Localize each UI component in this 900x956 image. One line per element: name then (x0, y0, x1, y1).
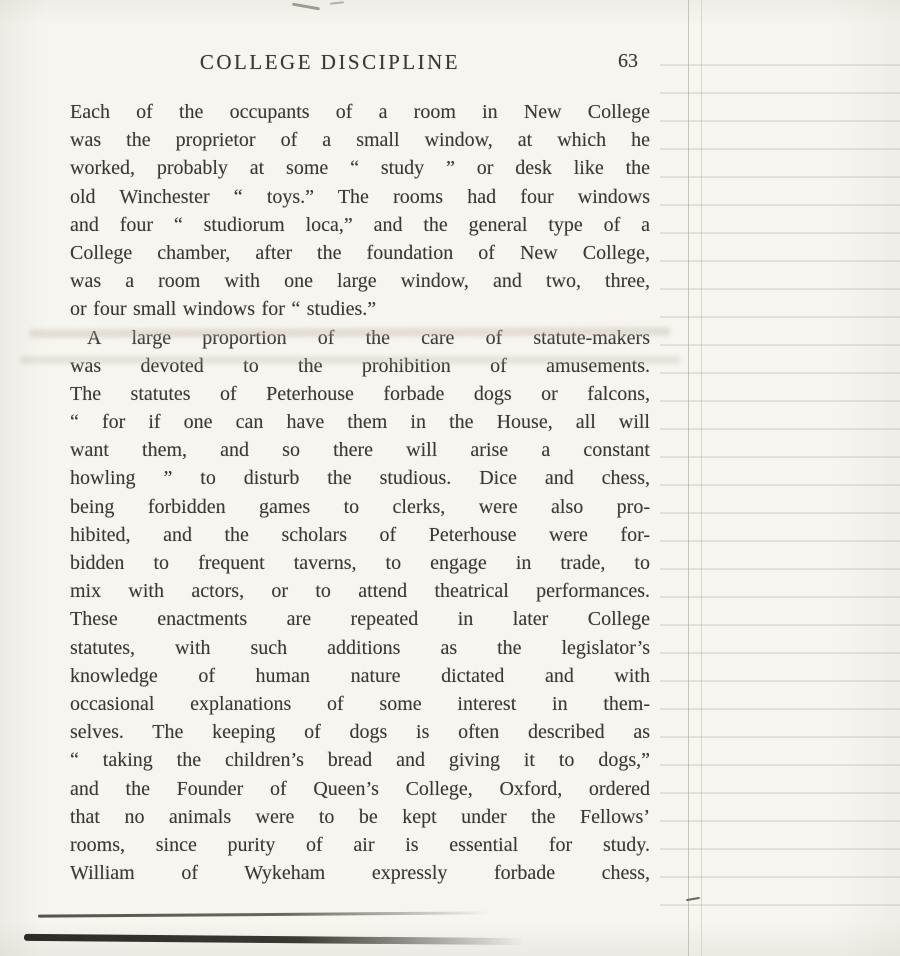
text-line: College chamber, after the foundation of New College, (70, 241, 650, 264)
text-line: hibited, and the scholars of Peterhouse were for- (70, 523, 650, 546)
text-line: mix with actors, or to attend theatrical performances. (70, 580, 650, 603)
text-line: rooms, since purity of air is essential for study. (70, 833, 650, 856)
text-line: was devoted to the prohibition of amusements. (70, 354, 650, 377)
running-title: COLLEGE DISCIPLINE (199, 50, 461, 74)
text-line: howling ” to disturb the studious. Dice and chess, (70, 467, 650, 490)
text-line: being forbidden games to clerks, were also pro- (70, 495, 650, 518)
text-line-paragraph-start: A large proportion of the care of statute-makers (87, 326, 650, 349)
text-line: and four “ studiorum loca,” and the general type of a (70, 213, 650, 236)
text-line: was a room with one large window, and two, three, (70, 270, 650, 293)
text-line: bidden to frequent taverns, to engage in trade, to (70, 552, 650, 574)
text-line: that no animals were to be kept under the Fellows’ (70, 805, 650, 828)
scan-noise-lines (660, 40, 900, 906)
text-line: want them, and so there will arise a constant (70, 439, 650, 462)
text-line: old Winchester “ toys.” The rooms had four windows (70, 185, 650, 208)
text-line: statutes, with such additions as the legislator’s (70, 636, 650, 659)
scan-streak (20, 356, 680, 364)
scan-mark (330, 1, 344, 4)
scan-smudge-line (24, 934, 524, 945)
text-line: “ for if one can have them in the House, all will (70, 411, 650, 434)
text-line: “ taking the children’s bread and giving it to dogs,” (70, 749, 650, 772)
text-line: was the proprietor of a small window, at which he (70, 129, 650, 152)
page-number: 63 (618, 50, 638, 72)
text-line: occasional explanations of some interest in them- (70, 692, 650, 715)
text-line: selves. The keeping of dogs is often described as (70, 721, 650, 744)
text-line: and the Founder of Queen’s College, Oxford, ordered (70, 777, 650, 800)
body-text (70, 98, 650, 887)
text-line: worked, probably at some “ study ” or desk like the (70, 157, 650, 180)
text-line: Each of the occupants of a room in New College (70, 101, 650, 123)
text-line-page-end: William of Wykeham expressly forbade chess, (70, 862, 650, 885)
scan-mark (292, 3, 320, 11)
text-line: These enactments are repeated in later College (70, 608, 650, 631)
page-header (70, 50, 650, 80)
text-line: The statutes of Peterhouse forbade dogs or falcons, (70, 382, 650, 405)
text-line-paragraph-end: or four small windows for “ studies.” (70, 298, 377, 321)
scan-smudge-line (38, 911, 490, 917)
text-line: knowledge of human nature dictated and with (70, 664, 650, 687)
